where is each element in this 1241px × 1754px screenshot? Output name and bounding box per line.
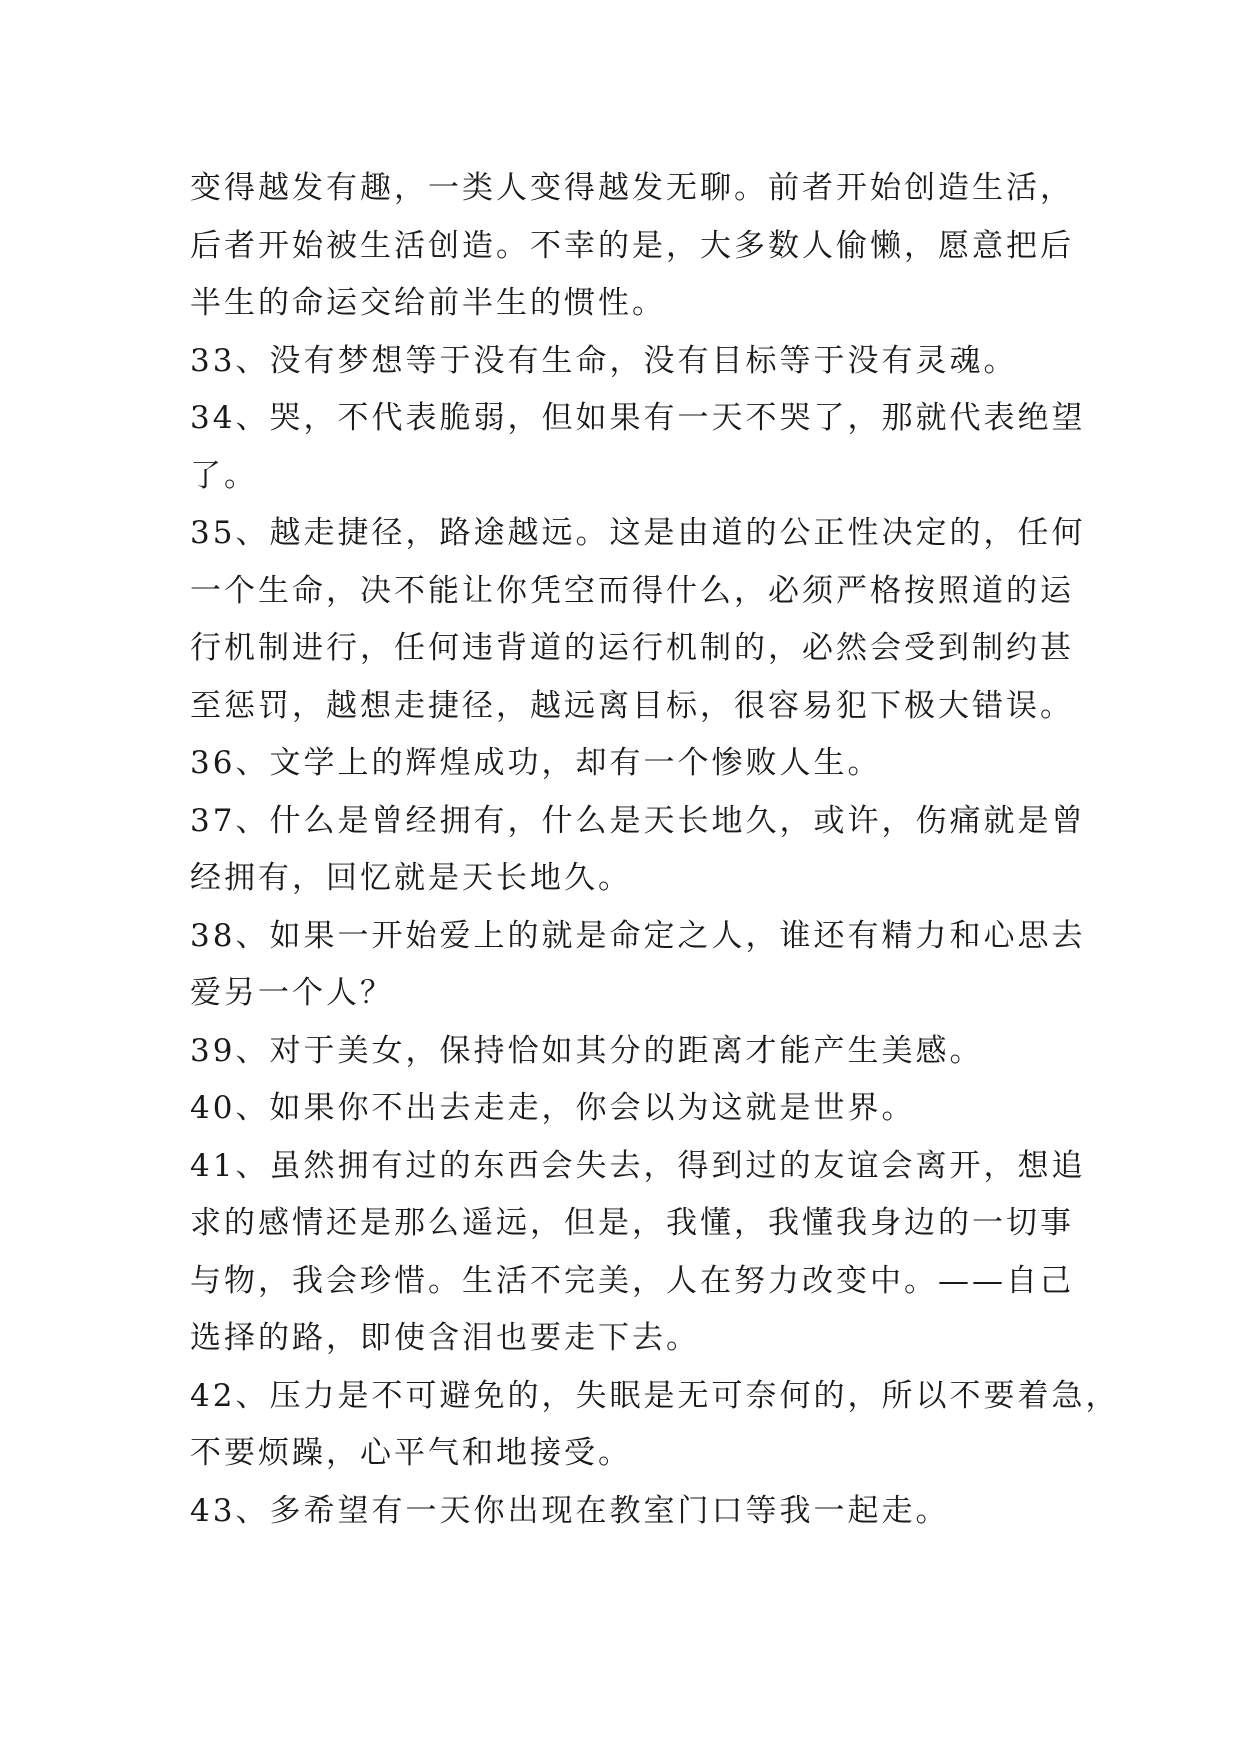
text-line: 一个生命，决不能让你凭空而得什么，必须严格按照道的运 [190, 572, 1074, 609]
text-line: 34、哭，不代表脆弱，但如果有一天不哭了，那就代表绝望 [190, 400, 1086, 436]
text-line: 行机制进行，任何违背道的运行机制的，必然会受到制约甚 [190, 630, 1074, 666]
text-line: 爱另一个人？ [190, 975, 394, 1011]
text-line: 41、虽然拥有过的东西会失去，得到过的友谊会离开，想追 [190, 1147, 1086, 1184]
text-line: 经拥有，回忆就是天长地久。 [190, 860, 632, 896]
text-line: 33、没有梦想等于没有生命，没有目标等于没有灵魂。 [190, 342, 1018, 379]
text-line: 35、越走捷径，路途越远。这是由道的公正性决定的，任何 [190, 515, 1086, 551]
text-line: 了。 [190, 457, 258, 494]
text-line: 变得越发有趣，一类人变得越发无聊。前者开始创造生活， [190, 170, 1074, 206]
text-line: 40、如果你不出去走走，你会以为这就是世界。 [190, 1090, 916, 1126]
text-line: 43、多希望有一天你出现在教室门口等我一起走。 [190, 1492, 950, 1529]
text-line: 42、压力是不可避免的，失眠是无可奈何的，所以不要着急， [190, 1377, 1120, 1414]
text-line: 半生的命运交给前半生的惯性。 [190, 285, 666, 321]
text-line: 与物，我会珍惜。生活不完美，人在努力改变中。——自己 [190, 1262, 1074, 1299]
text-line: 38、如果一开始爱上的就是命定之人，谁还有精力和心思去 [190, 917, 1086, 954]
text-line: 不要烦躁，心平气和地接受。 [190, 1435, 632, 1471]
text-line: 39、对于美女，保持恰如其分的距离才能产生美感。 [190, 1032, 984, 1069]
text-line: 37、什么是曾经拥有，什么是天长地久，或许，伤痛就是曾 [190, 802, 1086, 839]
text-line: 求的感情还是那么遥远，但是，我懂，我懂我身边的一切事 [190, 1205, 1074, 1241]
text-line: 后者开始被生活创造。不幸的是，大多数人偷懒，愿意把后 [190, 227, 1074, 264]
text-line: 至惩罚，越想走捷径，越远离目标，很容易犯下极大错误。 [190, 687, 1074, 724]
text-line: 选择的路，即使含泪也要走下去。 [190, 1320, 700, 1356]
text-line: 36、文学上的辉煌成功，却有一个惨败人生。 [190, 745, 882, 781]
document-body [190, 160, 1120, 1540]
